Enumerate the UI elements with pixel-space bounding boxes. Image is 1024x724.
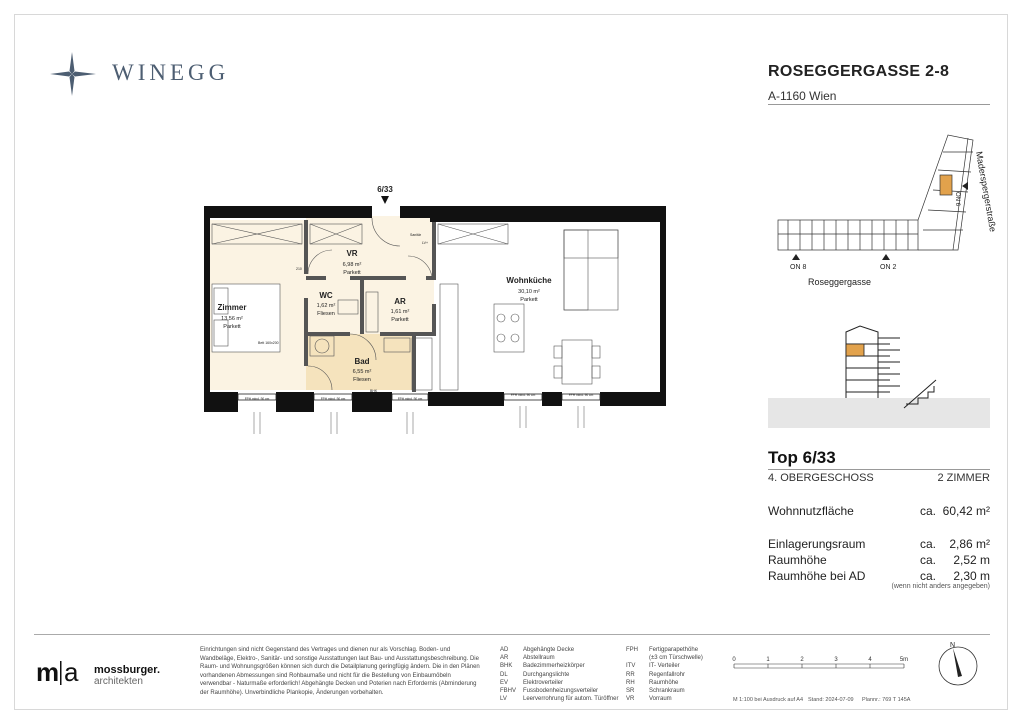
scale-tick-label: 0 bbox=[732, 657, 736, 663]
unit-marker: 6/33 bbox=[377, 185, 393, 194]
floor-plan bbox=[200, 180, 670, 440]
legend-right bbox=[626, 646, 703, 703]
project-city: A-1160 Wien bbox=[768, 89, 837, 103]
room-name-bad: Bad bbox=[354, 357, 370, 366]
scale-tick-label: 5m bbox=[899, 657, 909, 663]
room-area-ar: 1,61 m² bbox=[390, 309, 410, 315]
room-floor-wohnkueche: Parkett bbox=[520, 297, 538, 303]
legend-item: AD Abgehängte Decke bbox=[500, 647, 575, 653]
room-name-zimmer: Zimmer bbox=[217, 303, 247, 312]
scale-tick-label: 1 bbox=[766, 657, 770, 663]
room-floor-wc: Fliesen bbox=[317, 311, 335, 317]
scale-tick-label: 4 bbox=[868, 657, 872, 663]
room-floor-bad: Fliesen bbox=[353, 377, 371, 383]
divider bbox=[768, 469, 990, 470]
legend-item: AR Abstellraum bbox=[500, 655, 555, 662]
area-value: 60,42 m² bbox=[942, 504, 990, 518]
door-height-label: 210 bbox=[296, 267, 302, 271]
area-ca: ca. bbox=[920, 504, 937, 518]
legend-item: FBHV Fussbodenheizungsverteiler bbox=[500, 688, 599, 695]
room-name-wohnkueche: Wohnküche bbox=[506, 276, 552, 285]
legend-item: BHK Badezimmerheizkörper bbox=[500, 663, 585, 670]
room-name-wc: WC bbox=[319, 291, 333, 300]
site-label-on2: ON 2 bbox=[880, 264, 897, 271]
divider bbox=[768, 104, 990, 105]
legend-item: RR Regenfallrohr bbox=[626, 671, 686, 678]
firm-name: mossburger. bbox=[94, 664, 161, 676]
legend-item: RH Raumhöhe bbox=[626, 679, 679, 686]
room-ar bbox=[362, 278, 434, 334]
project-street: ROSEGGERGASSE 2-8 bbox=[768, 63, 950, 80]
scale-bar bbox=[728, 650, 918, 680]
unit-floor: 4. OBERGESCHOSS bbox=[768, 472, 874, 484]
room-area-wc: 1,62 m² bbox=[316, 303, 336, 309]
area-value: 2,30 m bbox=[953, 569, 990, 583]
legend-item: VR Vorraum bbox=[626, 696, 672, 703]
north-label: N bbox=[950, 642, 956, 649]
area-label: Einlagerungsraum bbox=[768, 537, 866, 551]
bed-label: Bett 160x200 bbox=[258, 341, 279, 345]
area-value: 2,86 m² bbox=[949, 537, 990, 551]
unit-top: Top 6/33 bbox=[768, 448, 836, 467]
site-label-on8: ON 8 bbox=[790, 264, 807, 271]
legend-item: SR Schrankraum bbox=[626, 688, 685, 695]
room-floor-ar: Parkett bbox=[391, 317, 409, 323]
area-ca: ca. bbox=[920, 569, 937, 583]
area-ca: ca. bbox=[920, 537, 937, 551]
legend-item: EV Elektroverteiler bbox=[500, 679, 564, 686]
window-label-2: FPH mind. 90 cm bbox=[320, 397, 346, 401]
sanitaer-label: Sanitär bbox=[410, 233, 422, 237]
legend-item: DL Durchgangslichte bbox=[500, 671, 570, 678]
room-floor-vr: Parkett bbox=[343, 270, 361, 276]
plan-date: Stand: 2024-07-09 bbox=[808, 697, 854, 703]
room-area-zimmer: 13,56 m² bbox=[221, 316, 243, 322]
room-name-vr: VR bbox=[346, 249, 358, 258]
legend-item: (±3 cm Türschwelle) bbox=[649, 655, 703, 662]
street-roseggergasse: Roseggergasse bbox=[808, 277, 872, 287]
room-area-vr: 6,98 m² bbox=[342, 262, 362, 268]
window-label-1: FPH mind. 90 cm bbox=[244, 397, 270, 401]
room-vr bbox=[306, 216, 434, 278]
area-label: Raumhöhe bei AD bbox=[768, 569, 866, 583]
svg-text:m: m bbox=[36, 657, 60, 687]
room-floor-zimmer: Parkett bbox=[223, 324, 241, 330]
window-label-4: FPH mind. 90 cm bbox=[510, 393, 536, 397]
area-ca: ca. bbox=[920, 553, 937, 567]
scale-tick-label: 3 bbox=[834, 657, 838, 663]
disclaimer-text: Einrichtungen sind nicht Gegenstand des Vertrages und dienen nur als Vorschlag. Boden- und Wandbeläge, Elektro-, Sanitär- und sonstige Ausstattungen laut Bau- und Ausstattungsbeschreibung. Die Raum- und Wohnungsgrößen können sich durch die Detailplanung geringfügig ändern. Die in den Plänen vorhandenen Abmessungen sind Rohbaumaße und nicht für die Bestellung von Einbaumöbeln verwendbar - Naturmaße erforderlich! Abgehängte Decken und Poterien nach Erfordernis (Abminderung der Raumhöhe). Unverbindliche Plankopie, Änderungen vorbehalten. bbox=[200, 647, 480, 696]
firm-subtitle: architekten bbox=[94, 676, 143, 687]
scale-note: M 1:100 bei Ausdruck auf A4 bbox=[733, 697, 804, 703]
site-plan bbox=[768, 130, 999, 290]
area-value: 2,52 m bbox=[953, 553, 990, 567]
plan-number: Plannr.: 769 T 145A bbox=[862, 697, 911, 703]
window-label-3: FPH mind. 90 cm bbox=[397, 397, 423, 401]
brand-name: WINEGG bbox=[112, 60, 230, 85]
mossburger-logo bbox=[36, 655, 176, 691]
legend-item: LV Leerverrohrung für autom. Türöffner bbox=[500, 696, 619, 703]
bhk-label: BHK bbox=[370, 389, 378, 393]
room-name-ar: AR bbox=[394, 297, 406, 306]
legend-left bbox=[500, 646, 619, 703]
lv-label: LV+ bbox=[422, 241, 429, 245]
street-maderspergerstrasse: Maderspergerstraße bbox=[974, 150, 999, 233]
area-label: Wohnnutzfläche bbox=[768, 504, 854, 518]
scale-tick-label: 2 bbox=[800, 657, 804, 663]
room-wohnkueche bbox=[434, 216, 660, 390]
site-label-on6: ON 6 bbox=[954, 192, 960, 207]
room-area-bad: 6,55 m² bbox=[352, 369, 372, 375]
area-label: Raumhöhe bbox=[768, 553, 827, 567]
room-area-wohnkueche: 30,10 m² bbox=[518, 289, 540, 295]
unit-rooms: 2 ZIMMER bbox=[937, 472, 990, 484]
section-drawing bbox=[768, 320, 990, 428]
svg-text:a: a bbox=[64, 657, 79, 687]
north-arrow-icon bbox=[936, 640, 980, 690]
legend-item: ITV IT- Verteiler bbox=[626, 663, 680, 670]
window-label-5: FPH mind. 90 cm bbox=[568, 393, 594, 397]
area-note: (wenn nicht anders angegeben) bbox=[891, 583, 990, 590]
footer-divider bbox=[34, 634, 990, 635]
legend-item: FPH Fertigparapethöhe bbox=[626, 647, 699, 653]
